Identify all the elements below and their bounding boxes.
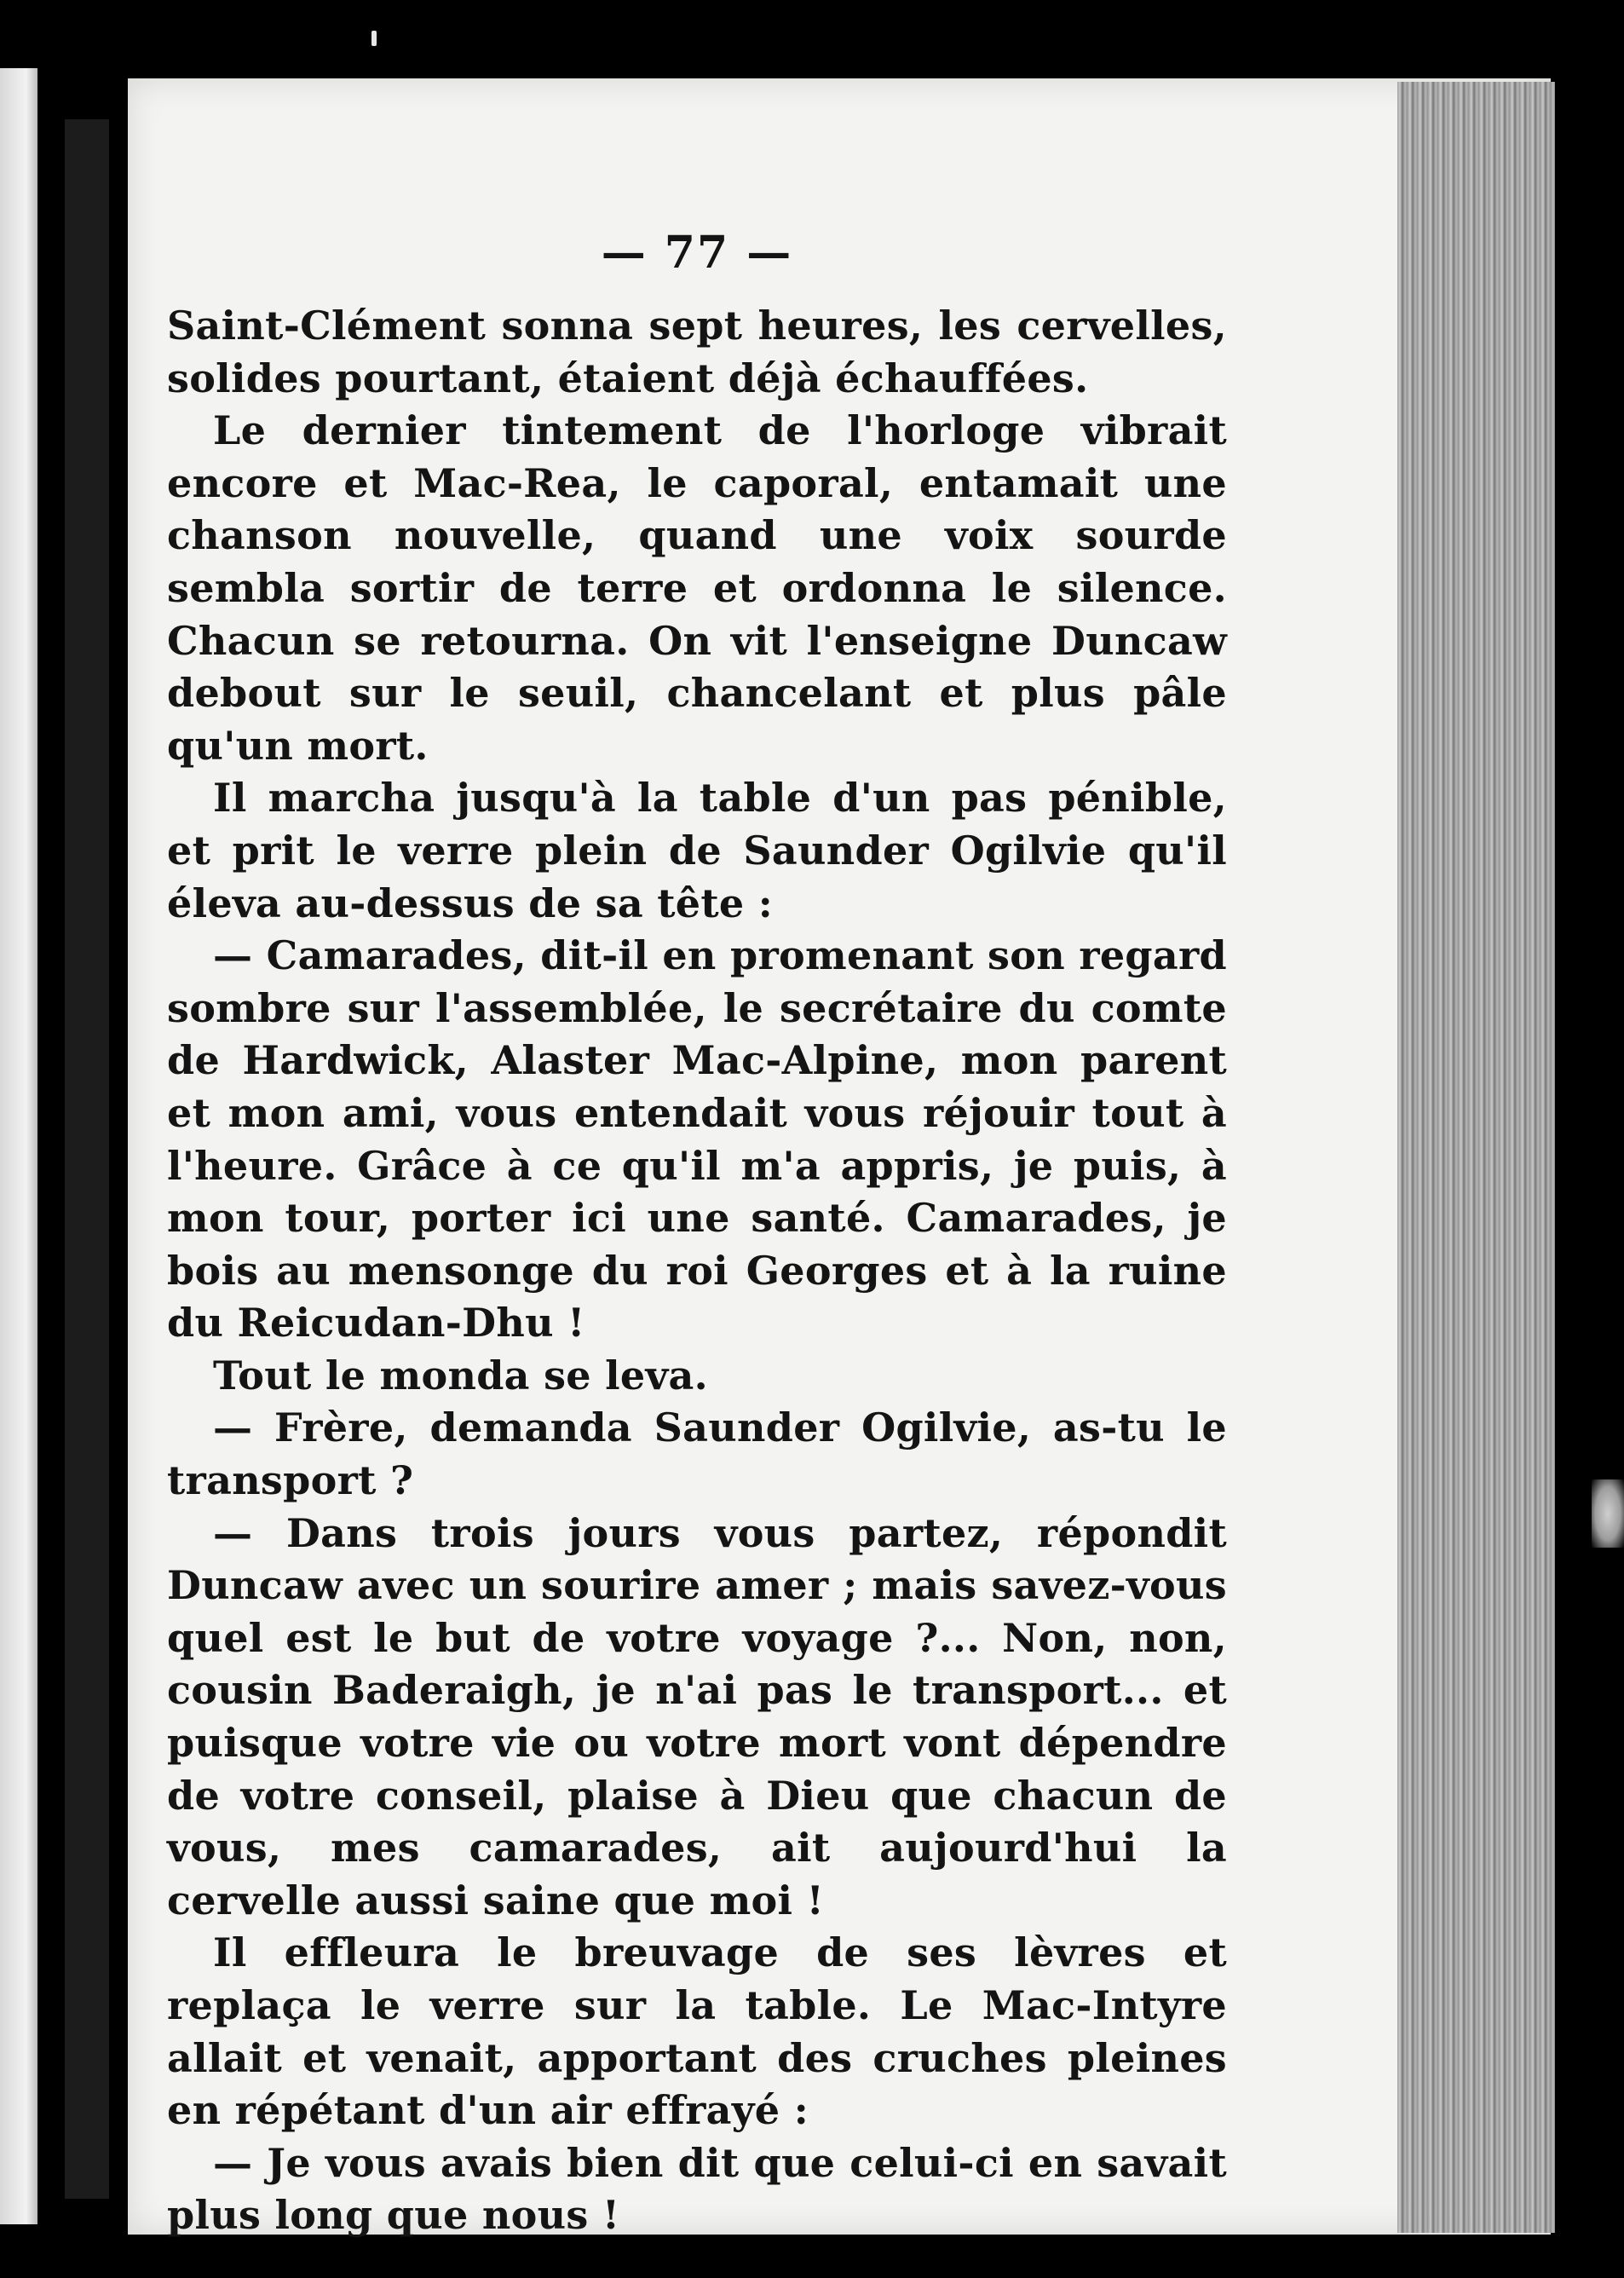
page-number: — 77 — <box>601 227 793 279</box>
page-text <box>167 223 1227 2242</box>
paragraph-7: — Dans trois jours vous partez, répondit Duncaw avec un sourire amer ; mais savez-vous quel est le but de votre voyage ?... Non, non, cousin Baderaigh, je n'ai pas le transport... et puisque votre vie ou votre mort vont dépendre de votre conseil, plaise à Dieu que chacun de vous, mes camarades, ait aujourd'hui la cervelle aussi saine que moi ! <box>167 1509 1227 1923</box>
scan-speck <box>371 31 377 46</box>
paragraph-5: Tout le monda se leva. <box>213 1352 708 1399</box>
left-page-edge <box>0 68 37 2224</box>
book-gutter <box>65 119 109 2199</box>
paragraph-1: Saint-Clément sonna sept heures, les cervelles, solides pourtant, étaient déjà échauffées. <box>167 303 1227 401</box>
page-stack-edge <box>1397 82 1555 2233</box>
paragraph-2: Le dernier tintement de l'horloge vibrait encore et Mac-Rea, le caporal, entamait une chanson nouvelle, quand une voix sourde sembla sortir de terre et ordonna le silence. Chacun se retourna. On vit l'enseigne Duncaw debout sur le seuil, chancelant et plus pâle qu'un mort. <box>167 407 1227 769</box>
paragraph-3: Il marcha jusqu'à la table d'un pas pénible, et prit le verre plein de Saunder Ogilvie qu'il éleva au-dessus de sa tête : <box>167 775 1227 926</box>
paragraph-8: Il effleura le breuvage de ses lèvres et replaça le verre sur la table. Le Mac-Intyre allait et venait, apportant des cruches pleines en répétant d'un air effrayé : <box>167 1929 1227 2134</box>
paragraph-6: — Frère, demanda Saunder Ogilvie, as-tu le transport ? <box>167 1404 1227 1504</box>
scan-artifact <box>1592 1479 1624 1548</box>
paragraph-9: — Je vous avais bien dit que celui-ci en savait plus long que nous ! <box>167 2139 1227 2239</box>
paragraph-4: — Camarades, dit-il en promenant son regard sombre sur l'assemblée, le secrétaire du comte de Hardwick, Alaster Mac-Alpine, mon parent et mon ami, vous entendait vous réjouir tout à l'heure. Grâce à ce qu'il m'a appris, je puis, à mon tour, porter ici une santé. Camarades, je bois au mensonge du roi Georges et à la ruine du Reicudan-Dhu ! <box>167 932 1227 1347</box>
